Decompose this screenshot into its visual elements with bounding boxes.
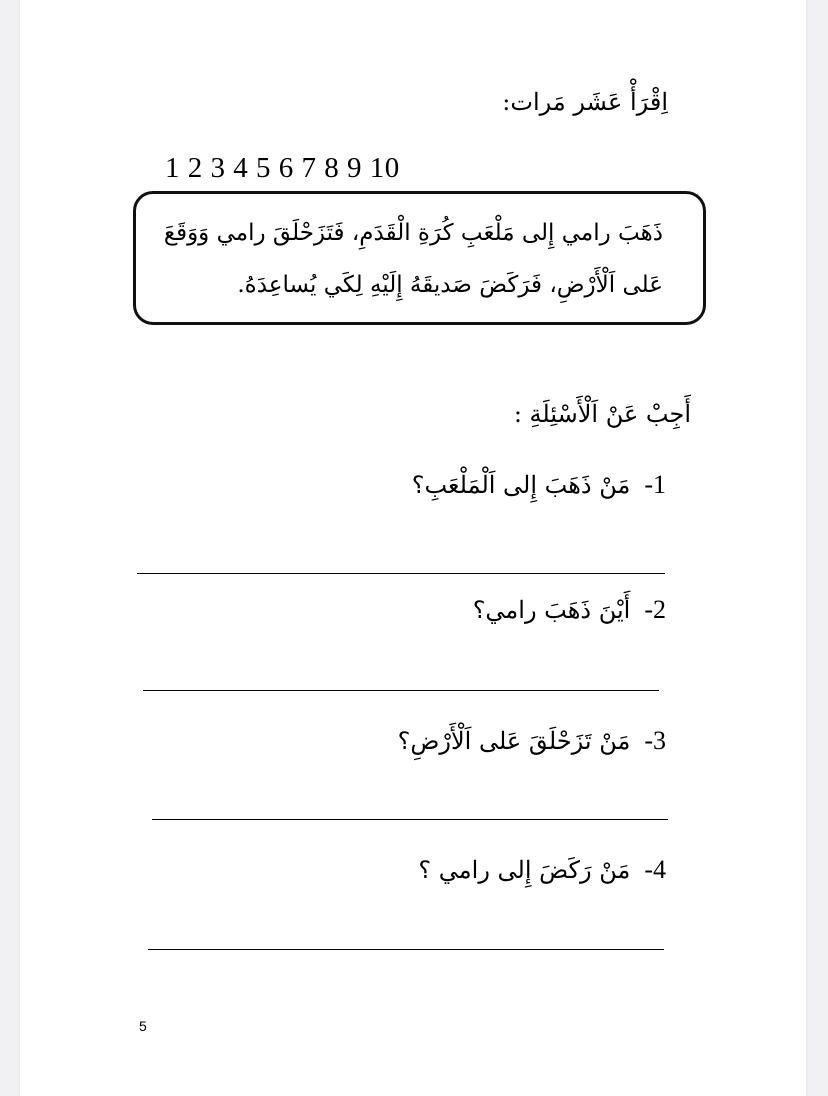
question-number: -2: [644, 595, 666, 624]
question-text: مَنْ تَزَحْلَقَ عَلى اَلْأَرْضِ؟: [397, 727, 631, 755]
question-text: مَنْ ذَهَبَ إِلى اَلْمَلْعَبِ؟: [411, 471, 631, 499]
worksheet-page: [20, 0, 806, 1096]
answer-heading: أَجِبْ عَنْ اَلْأَسْئِلَةِ :: [513, 400, 691, 428]
answer-line-2[interactable]: [143, 690, 659, 691]
question-number: -4: [644, 855, 666, 884]
passage-box: [133, 191, 706, 325]
page-number: 5: [139, 1018, 147, 1034]
question-1: [412, 470, 666, 500]
answer-line-4[interactable]: [148, 949, 664, 950]
passage-line-2: عَلى اَلْأَرْضِ، فَرَكَضَ صَديقَهُ إِلَيْهِ لِكَي يُساعِدَهُ.: [237, 272, 663, 298]
question-number: -1: [644, 470, 666, 499]
question-2: [473, 595, 666, 625]
reading-counter: 1 2 3 4 5 6 7 8 9 10: [165, 152, 400, 184]
question-text: مَنْ رَكَضَ إِلى رامي ؟: [418, 856, 631, 884]
question-number: -3: [644, 726, 666, 755]
reading-instruction: اِقْرَأْ عَشَر مَرات:: [502, 88, 668, 116]
question-4: [418, 855, 666, 885]
answer-line-3[interactable]: [152, 819, 668, 820]
passage-line-1: ذَهَبَ رامي إِلى مَلْعَبِ كُرَةِ الْقَدَمِ، فَتَزَحْلَقَ رامي وَوَقَعَ: [163, 220, 663, 246]
answer-line-1[interactable]: [137, 573, 665, 574]
question-3: [398, 726, 666, 756]
question-text: أَيْنَ ذَهَبَ رامي؟: [472, 596, 631, 624]
